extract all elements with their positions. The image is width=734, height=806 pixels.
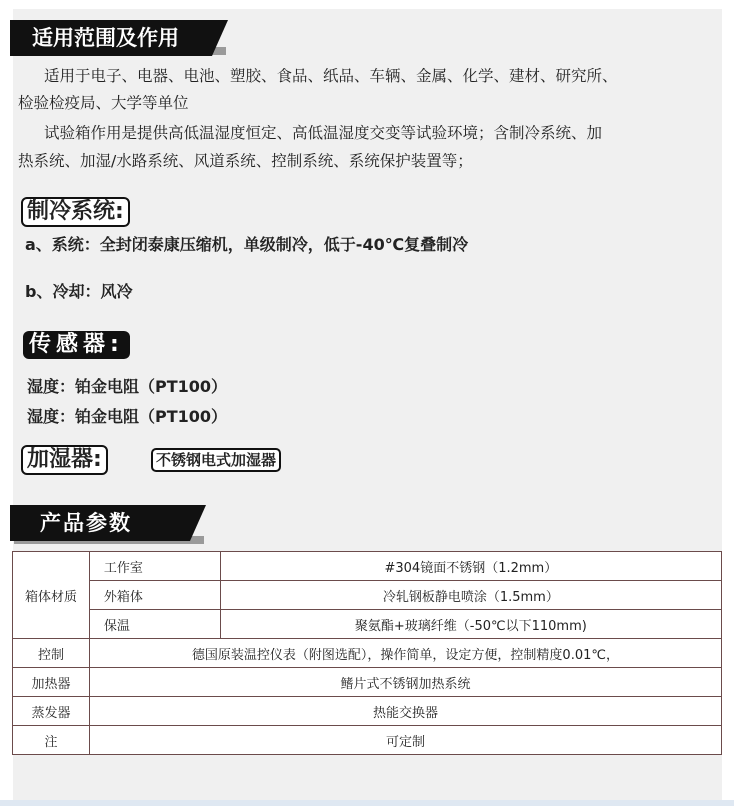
bottom-strip [0,800,734,806]
table-row [13,726,722,755]
table-row [13,697,722,726]
sensor-label: 传感器: [23,331,130,359]
table-row [13,610,722,639]
cooling-system-label: 制冷系统: [21,197,130,227]
outer-box-value: 冷轧钢板静电喷涂（1.5mm） [220,581,721,610]
inner-chamber-label: 工作室 [89,552,220,581]
table-row [13,552,722,581]
sensor-line-2: 湿度：铂金电阻（PT100） [27,407,228,426]
humidifier-label: 加湿器: [21,445,108,475]
scope-line-3: 试验箱作用是提供高低温湿度恒定、高低温湿度交变等试验环境；含制冷系统、加 [44,124,603,142]
scope-line-2: 检验检疫局、大学等单位 [18,94,189,112]
insulation-value: 聚氨酯+玻璃纤维（-50℃以下110mm) [220,610,721,639]
note-value: 可定制 [89,726,721,755]
note-label: 注 [13,726,90,755]
control-value: 德国原装温控仪表（附图选配），操作简单，设定方便，控制精度0.01℃， [89,639,721,668]
params-table [12,551,722,755]
humidifier-value: 不锈钢电式加湿器 [151,448,281,472]
section-header-scope: 适用范围及作用 [10,20,212,56]
heater-value: 鳍片式不锈钢加热系统 [89,668,721,697]
scope-line-1: 适用于电子、电器、电池、塑胶、食品、纸品、车辆、金属、化学、建材、研究所、 [44,67,618,85]
section-header-params: 产品参数 [10,505,190,541]
scope-line-4: 热系统、加湿/水路系统、风道系统、控制系统、系统保护装置等； [18,152,473,170]
evaporator-label: 蒸发器 [13,697,90,726]
evaporator-value: 热能交换器 [89,697,721,726]
table-row [13,639,722,668]
table-row [13,668,722,697]
outer-box-label: 外箱体 [89,581,220,610]
inner-chamber-value: #304镜面不锈钢（1.2mm） [220,552,721,581]
insulation-label: 保温 [89,610,220,639]
heater-label: 加热器 [13,668,90,697]
cooling-system-a: a、系统：全封闭泰康压缩机，单级制冷，低于-40℃复叠制冷 [25,235,469,254]
box-material-label: 箱体材质 [13,552,90,639]
sensor-line-1: 湿度：铂金电阻（PT100） [27,377,228,396]
control-label: 控制 [13,639,90,668]
cooling-system-b: b、冷却：风冷 [25,282,133,301]
table-row [13,581,722,610]
